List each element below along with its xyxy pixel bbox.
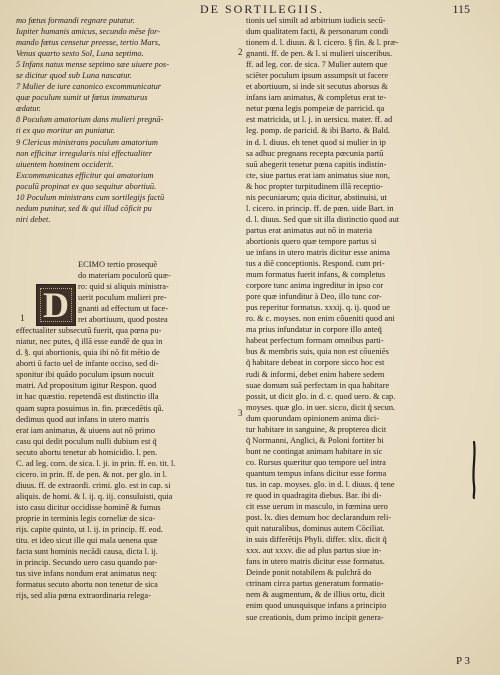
text-line: nem & augmentum, & de illius ortu, dicit (246, 590, 385, 600)
text-line: d. §. qui abortionis, quia ibi nō fit mētio de (16, 348, 160, 358)
text-line: q̃ habitare debeat in corpore sicco hoc est (246, 358, 385, 368)
text-line: aborti ū facto uel de infante occiso, sed di- (16, 359, 159, 369)
text-line: ædatur. (16, 104, 41, 114)
text-line: cit esse uerum in masculo, in fœmina uero (246, 502, 388, 512)
text-line: cte, siue partus erat iam animatus siue non, (246, 170, 390, 180)
text-line: Deinde ponit notabilem & pulchrā do (246, 568, 372, 578)
text-line: rijs. capite quinto, ut l. ij. in princip. ff. eod. (16, 525, 163, 535)
text-line: aliquis. de homi. & l. ij. q. iij. consuluisti, quia (16, 491, 173, 501)
text-line: titu. et ideo sicut ille qui mala uenena quæ (16, 536, 158, 546)
text-line: uiuentem hominem occiderit. (16, 159, 114, 169)
text-line: ff. ad leg. cor. de sica. 7 Mulier autem que (246, 60, 388, 70)
text-line: non efficitur irregularis nisi effectualiter (16, 148, 153, 158)
text-line: suū abegerit tenetur pœna capitis indistin- (246, 159, 387, 169)
text-line: 10 Poculum ministrans cum sortilegijs factū (16, 192, 165, 202)
text-line: isto casu dicitur occidisse hominē & fumus (16, 502, 161, 512)
text-line: ro: quid si aliquis ministra- (78, 281, 169, 291)
text-line: cicero. in prin. ff. de pen. & not. per glo. in l. (16, 469, 168, 479)
text-line: suae domum suā perfectam in qua habitare (246, 380, 390, 390)
text-line: est matricida, ut l. j. in uersicu. mater. ff. ad (246, 115, 393, 125)
text-line: ma prius infundatur in corpore illo anteq̃ (246, 325, 382, 335)
text-line: tus. in cap. moyses. glo. in d. l. diuus. q̃ tene (246, 479, 395, 489)
text-line: niatur, nec putes, q̃ illā esse eandē de qua in (16, 337, 163, 347)
text-line: tionis uel similt ad arbitrium iudicis secū- (246, 16, 386, 25)
text-line: in suis differētijs Phyli. differ. xlix. dicit q̃ (246, 535, 387, 545)
text-line: dum qualitatem facti, & personarum condi (246, 27, 389, 37)
text-line: quam supra posuimus in. fin. præcedētis qū. (16, 403, 164, 413)
text-line: ECIMO tertio prosequē (78, 259, 158, 269)
text-line: dum quorundam opinionem anima dici- (246, 413, 380, 423)
text-line: ro. & c. moyses. non enim cōueniti quod ani (246, 314, 395, 324)
margin-number: 3 (238, 408, 243, 418)
text-line: Excommunicatus efficitur qui amatorium (16, 170, 154, 180)
text-line: nedum punitur, sed & qui illud cōficit pu (16, 203, 152, 213)
text-line: quit naturalibus, dominus autem Cōciliat. (246, 524, 385, 534)
text-line: mum formatus fuerit infans, & completus (246, 270, 386, 280)
text-line: Venus quarto sexto Sol, Luna septimo. (16, 49, 144, 59)
text-line: niri debet. (16, 214, 51, 224)
text-line: in princip. Secundo uero casu quando par- (16, 558, 158, 568)
text-line: q̃ Normanni, Anglici, & Poloni fortiter bi (246, 435, 384, 445)
text-line: habeat perfectum formam omnibus parti- (246, 336, 384, 346)
text-line: C. ad leg. corn. de sica. l. ji. in prin. ff. eo. tit. l. (16, 458, 176, 468)
text-line: enim quod unusquisque infans a principio (246, 601, 387, 611)
text-line: secuto abortu tenetur ab homicidio. l. pen. (16, 447, 158, 457)
text-line: ret abortiuum, quod postea (78, 315, 168, 325)
text-line: corpore tunc anima ingreditur in ipso cor (246, 281, 384, 291)
text-line: abortionis quero quæ tempore partus si (246, 236, 377, 246)
text-line: bunt ne contingat animam habitare in sic (246, 446, 383, 456)
text-line: co. Rursus quæritur quo tempore uel intra (246, 457, 386, 467)
text-line: sciēter poculum ipsum assumpsit ut facere (246, 71, 389, 81)
text-line: fans in utero matris dicitur esse formatus. (246, 557, 385, 567)
text-line: uerit poculum mulieri pre- (78, 293, 167, 303)
text-line: gnanti. ff. de pen. & l. si mulieri uisceribus. (246, 49, 393, 59)
text-line: diuus. ff. de extraordi. crimi. glo. est in cap. si (16, 480, 171, 490)
text-line: 8 Poculum amatorium dans mulieri pregnā- (16, 115, 164, 125)
text-line: 5 Infans natus mense septimo sæe uiuere pos- (16, 60, 169, 70)
text-line: moyses. quæ glo. in uer. sicco, dicit q̃ secun. (246, 402, 396, 412)
text-line: ti ex quo moritur an puniatur. (16, 126, 116, 136)
text-line: formatus secuto abortu non tenetur de sica (16, 580, 158, 590)
text-line: in hac quæstio. repetendā est distinctio illa (16, 392, 159, 402)
text-line: partus erat animatus aut nō in materia (246, 225, 373, 235)
text-line: re quod in quadragita diebus. Bar. ibi di- (246, 491, 382, 501)
text-line: Iupiter humanis amicus, secundo mēse for- (16, 27, 161, 37)
text-line: possit, ut dicit glo. in d. c. quod uero. & cap. (246, 391, 396, 401)
margin-number: 1 (20, 313, 25, 323)
text-line: et abortiuum, si inde sit secutus aborsus & (246, 82, 388, 92)
text-line: pore quæ infunditur à Deo, illo tunc cor- (246, 292, 382, 302)
text-line: ctrinam circa partus generatum formatio- (246, 579, 384, 589)
decorated-initial: D (36, 284, 76, 326)
text-line: proprie in terminis legis corneliæ de sica- (16, 513, 156, 523)
text-line: d. l. diuus. Sed quæ sit illa distinctio quod aut (246, 214, 400, 224)
text-line: xxx. aut xxxv. die ad plus partus siue in- (246, 546, 382, 556)
text-line: mando fœtus censetur preesse, tertio Mars, (16, 38, 161, 48)
text-line: tur habitare in sanguine, & propterea dicit (246, 424, 387, 434)
text-line: l. cicero. in princip. ff. de pœn. uide Bart. in (246, 203, 394, 213)
text-line: & hoc propter turpitudinem illā receptio- (246, 181, 383, 191)
text-line: tus a diē conceptionis. Respond. cum pri- (246, 259, 385, 269)
text-line: sa adhuc pregnans recepta pœcunia partū (246, 148, 384, 158)
signature-mark: P 3 (456, 655, 470, 667)
text-line: bus & membris suis, quia non est cōueniēs (246, 347, 389, 357)
text-line: tionem d. l. diuus. & l. cicero. § fin. & l. præ- (246, 38, 399, 48)
text-line: sponitur ibi quādo poculum ipsum nocuit (16, 370, 154, 380)
text-line: quantum tempus infans dicitur esse forma (246, 468, 387, 478)
text-line: netur pœna legis pompeiæ de parricid. qa (246, 104, 385, 114)
text-line: leg. pomp. de paricid. & ibi Barto. & Bald. (246, 126, 390, 136)
running-title: DE SORTILEGIIS. (200, 2, 324, 16)
text-line: facta sunt hominis necādi causa, dicta l. ij. (16, 547, 158, 557)
text-line: infans iam animatus, & completus erat te- (246, 93, 387, 103)
text-line: erat iam animatus, & uiuens aut nō primo (16, 425, 156, 435)
text-line: in d. l. diuus. eh tenet quod si mulier in ip (246, 137, 386, 147)
text-line: matri. Ad propositum igitur Respon. quod (16, 381, 157, 391)
text-line: dedimus quod aut infans in utero matris (16, 414, 150, 424)
text-line: pus reperitur formatus. xxxij. q. ij. quod ue (246, 303, 390, 313)
text-line: tus sive infans nondum erat animatus neq: (16, 569, 157, 579)
text-line: se dicitur quod sub Luna nascatur. (16, 71, 132, 81)
text-line: rijs, sed alia pœna extraordinaria relega- (16, 591, 151, 601)
text-line: mo fœtus formandi regnare putatur. (16, 16, 135, 25)
text-line: do materiam poculorū quæ- (78, 270, 171, 280)
margin-number: 2 (238, 47, 243, 57)
ink-mark-icon (471, 440, 477, 500)
text-line: post. lx. dies demum hoc declarandum reli- (246, 513, 392, 523)
text-line: 9 Clericus ministrans poculum amatorium (16, 137, 158, 147)
text-line: casu qui dedit poculum nulli dubium est q̃ (16, 436, 157, 446)
page-number: 115 (452, 2, 470, 16)
text-line: 7 Mulier de iure canonico excommunicatur (16, 82, 162, 92)
summary-notes (16, 15, 238, 225)
text-line: nis pecuniarum; quia dicitur, abstinuisi, ut (246, 192, 387, 202)
text-line: sue creationis, dum primo incipit genera- (246, 612, 384, 622)
text-line: quæ poculum sumit ut fœtus immaturus (16, 93, 148, 103)
text-line: rudi & informi, debet enim habere sedem (246, 369, 385, 379)
right-column (246, 15, 474, 623)
text-line: poculū propinat ex quo sequitur abortiuū. (16, 181, 157, 191)
text-line: effectualiter subsecutū fuerit, qua pœna pu- (16, 326, 162, 336)
text-line: ue infans in utero matris dicitur esse anima (246, 247, 390, 257)
text-line: gnanti ad effectum ut face- (78, 304, 169, 314)
